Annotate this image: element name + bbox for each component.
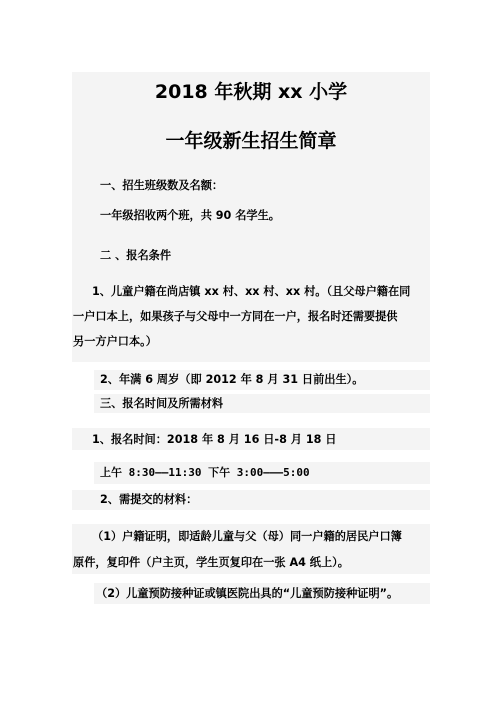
document-subtitle: 一年级新生招生简章 xyxy=(165,130,337,152)
materials-heading: 2、需提交的材料： xyxy=(100,493,198,506)
section3-heading: 三、报名时间及所需材料 xyxy=(100,397,224,410)
material1-line2: 原件，复印件（户主页，学生页复印在一张 A4 纸上）。 xyxy=(73,556,349,569)
material2: （2）儿童预防接种证或镇医院出具的“儿童预防接种证明”。 xyxy=(96,587,399,600)
document-title: 2018 年秋期 xx 小学 xyxy=(154,81,348,103)
section2-heading: 二 、报名条件 xyxy=(100,249,172,262)
section1-text: 一年级招收两个班，共 90 名学生。 xyxy=(100,209,280,222)
condition1-line2: 一户口本上，如果孩子与父母中一方同在一户，报名时还需要提供 xyxy=(73,310,398,323)
condition1-line1: 1、儿童户籍在尚店镇 xx 村、xx 村、xx 村。（且父母户籍在同 xyxy=(92,285,411,298)
section1-heading: 一、招生班级数及名额： xyxy=(100,179,224,192)
condition2: 2、年满 6 周岁（即 2012 年 8 月 31 日前出生）。 xyxy=(100,373,364,386)
material1-line1: （1）户籍证明，即适龄儿童与父（母）同一户籍的居民户口簿 xyxy=(92,530,402,543)
condition1-line3: 另一方户口本。） xyxy=(73,335,157,348)
time-hours: 上午 8:30——11:30 下午 3:00———5:00 xyxy=(100,466,310,479)
time-heading: 1、报名时间：2018 年 8 月 16 日-8 月 18 日 xyxy=(92,433,337,446)
